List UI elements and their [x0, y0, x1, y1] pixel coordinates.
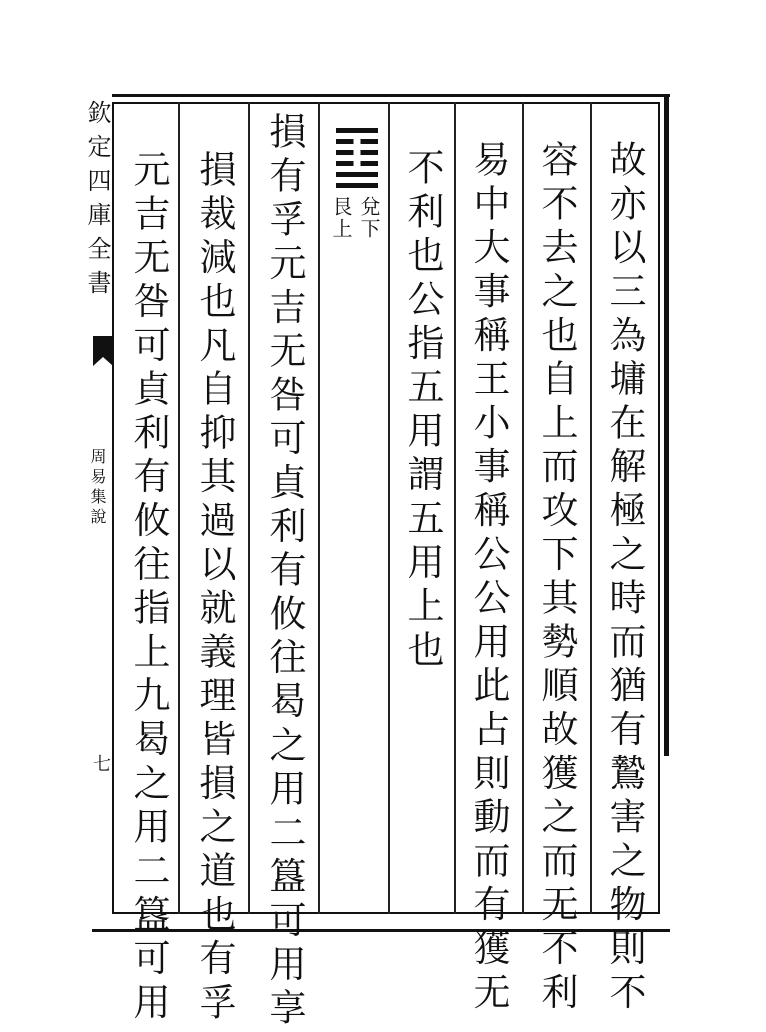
column-rule — [248, 102, 250, 914]
text-column-5: 損有孚元吉无咎可貞利有攸往曷之用二簋可用享 — [263, 112, 306, 1032]
hexagram-line — [336, 150, 378, 155]
column-rule — [454, 102, 456, 914]
banxin-book-title: 周易集說 — [88, 448, 107, 528]
hexagram-line — [336, 172, 378, 177]
hexagram-line — [336, 161, 378, 166]
text-column-7: 元吉无咎可貞利有攸往指上九曷之用二簋可用 — [127, 150, 170, 1026]
hexagram-line-top — [336, 128, 378, 133]
hexagram-line — [336, 139, 378, 144]
text-column-3: 易中大事稱王小事稱公公用此占則動而有獲无 — [467, 140, 510, 1016]
column-rule — [318, 102, 320, 914]
column-rule — [522, 102, 524, 914]
text-column-1: 故亦以三為墉在解極之時而猶有鷙害之物則不 — [603, 140, 646, 1016]
text-column-6: 損裁減也凡自抑其過以就義理皆損之道也有孚 — [193, 150, 236, 1026]
outer-border-right — [664, 94, 669, 756]
banxin-page-number: 七 — [90, 754, 111, 772]
hexagram-line-bottom — [336, 183, 378, 188]
text-column-4: 不利也公指五用謂五用上也 — [401, 148, 444, 674]
column-rule — [178, 102, 180, 914]
banxin-title: 欽定四庫全書 — [83, 100, 111, 304]
sun-hexagram-symbol — [336, 128, 378, 188]
trigram-upper-label: 艮上 — [329, 196, 353, 240]
trigram-lower-label: 兌下 — [357, 196, 381, 240]
column-rule — [590, 102, 592, 914]
text-column-2: 容不去之也自上而攻下其勢順故獲之而无不利 — [535, 140, 578, 1016]
column-rule — [388, 102, 390, 914]
